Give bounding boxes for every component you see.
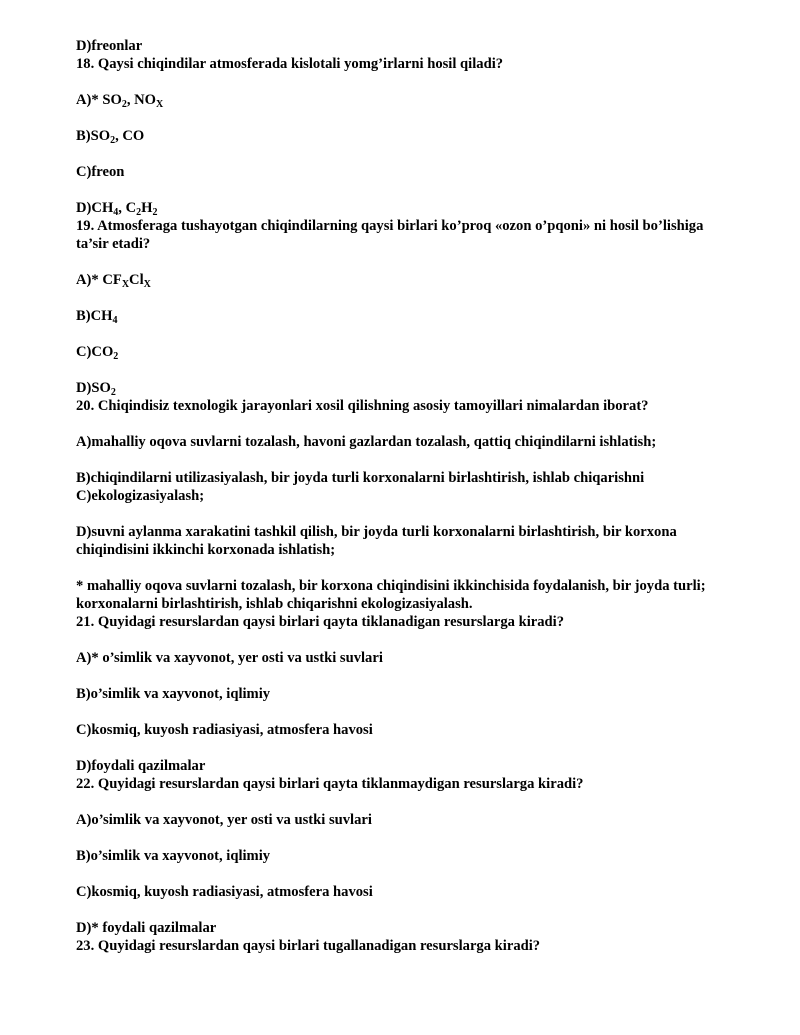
q20-option-d-line2: chiqindisini ikkinchi korxonada ishlatish; [76, 542, 336, 558]
q21-option-d: D)foydali qazilmalar [76, 758, 206, 774]
q18-option-c: C)freon [76, 164, 125, 180]
q22-question: 22. Quyidagi resurslardan qaysi birlari qayta tiklanmaydigan resurslarga kiradi? [76, 776, 584, 792]
q21-question: 21. Quyidagi resurslardan qaysi birlari qayta tiklanadigan resurslarga kiradi? [76, 614, 565, 630]
q19-option-d: $D)SO_2$ [76, 380, 116, 398]
q20-option-a: A)mahalliy oqova suvlarni tozalash, havoni gazlardan tozalash, qattiq chiqindilarni ishlatish; [76, 434, 657, 450]
q19-question-line2: ta’sir etadi? [76, 236, 151, 252]
q22-option-a: A)o’simlik va xayvonot, yer osti va ustki suvlari [76, 812, 372, 828]
q20-question: 20. Chiqindisiz texnologik jarayonlari xosil qilishning asosiy tamoyillari nimalardan iborat? [76, 398, 649, 414]
q20-correct-answer-line2: korxonalarni birlashtirish, ishlab chiqarishni ekologizasiyalash. [76, 596, 473, 612]
q22-option-b: B)o’simlik va xayvonot, iqlimiy [76, 848, 271, 864]
q19-option-b: $B)CH_4$ [76, 308, 118, 326]
q21-option-a: A)* o’simlik va xayvonot, yer osti va ustki suvlari [76, 650, 383, 666]
q20-option-c: C)ekologizasiyalash; [76, 488, 205, 504]
q22-option-d: D)* foydali qazilmalar [76, 920, 217, 936]
q20-correct-answer-line1: * mahalliy oqova suvlarni tozalash, bir korxona chiqindisini ikkinchisida foydalanish, bir joyda turli; [76, 578, 706, 594]
q20-option-d-line1: D)suvni aylanma xarakatini tashkil qilish, bir joyda turli korxonalarni birlashtirish, bir korxona [76, 524, 677, 540]
q18-option-d: $D)CH_4$, $C_2H_2$ [76, 200, 158, 218]
q19-option-a: A)* $CF_XCl_X$ [76, 272, 151, 290]
q20-option-b: B)chiqindilarni utilizasiyalash, bir joyda turli korxonalarni birlashtirish, ishlab chiqarishni [76, 470, 645, 486]
q18-question: 18. Qaysi chiqindilar atmosferada kislotali yomg’irlarni hosil qiladi? [76, 56, 504, 72]
q21-option-c: C)kosmiq, kuyosh radiasiyasi, atmosfera havosi [76, 722, 373, 738]
q19-option-c: $C)CO_2$ [76, 344, 119, 362]
q18-option-a: A)* $SO_2$, $NO_X$ [76, 92, 164, 110]
q21-option-b: B)o’simlik va xayvonot, iqlimiy [76, 686, 271, 702]
q22-option-c: C)kosmiq, kuyosh radiasiyasi, atmosfera havosi [76, 884, 373, 900]
q17-option-d: D)freonlar [76, 38, 143, 54]
document-page [76, 37, 766, 955]
q23-question: 23. Quyidagi resurslardan qaysi birlari tugallanadigan resurslarga kiradi? [76, 938, 541, 954]
q19-question-line1: 19. Atmosferaga tushayotgan chiqindilarning qaysi birlari ko’proq «ozon o’pqoni» ni hosil bo’lishiga [76, 218, 704, 234]
q18-option-b: $B)SO_2$, CO [76, 128, 145, 146]
